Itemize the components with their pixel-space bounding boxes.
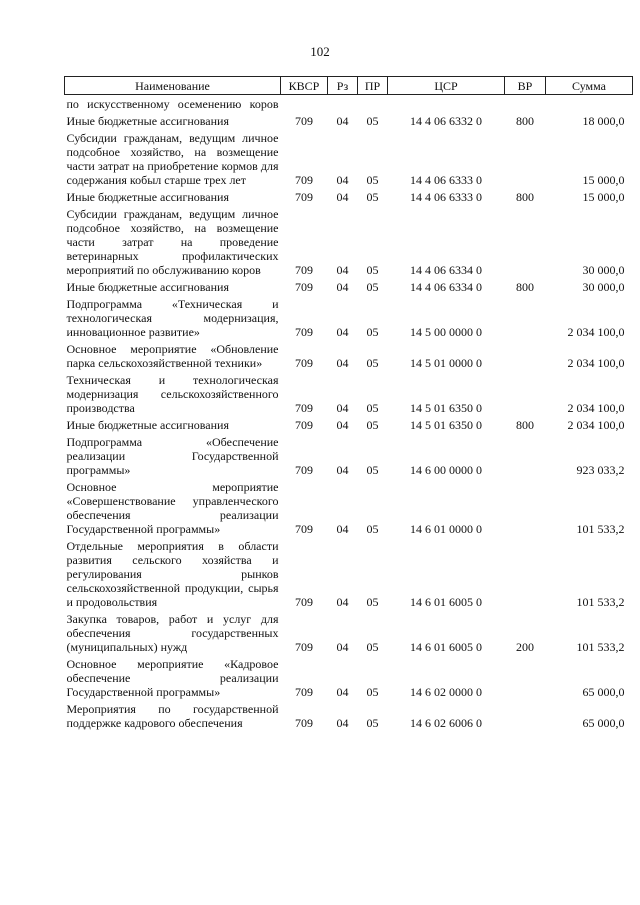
row-sum: 2 034 100,0 [567, 356, 625, 370]
row-vr: 800 [516, 418, 534, 432]
header-pr: ПР [358, 77, 388, 95]
row-pr: 05 [366, 280, 379, 294]
row-name: Иные бюджетные ассигнования [66, 418, 229, 432]
header-vr: ВР [505, 77, 546, 95]
table-row [65, 205, 633, 278]
row-name: Техническая и технологическая модернизация сельскохозяйственного производства [66, 373, 279, 415]
row-kvsr: 709 [295, 325, 313, 339]
row-kvsr: 709 [295, 640, 313, 654]
row-name: Основное мероприятие «Совершенствование управленческого обеспечения реализации Государственной программы» [66, 480, 279, 536]
row-rz: 04 [336, 114, 349, 128]
table-row [65, 655, 633, 700]
row-kvsr [281, 95, 328, 113]
row-pr: 05 [366, 685, 379, 699]
row-vr [505, 433, 546, 478]
row-sum: 15 000,0 [582, 190, 625, 204]
table-row [65, 537, 633, 610]
row-name: Подпрограмма «Техническая и технологическая модернизация, инновационное развитие» [66, 297, 279, 339]
row-csr: 14 4 06 6333 0 [410, 190, 482, 204]
row-csr: 14 4 06 6334 0 [410, 263, 482, 277]
row-sum: 923 033,2 [576, 463, 625, 477]
row-pr: 05 [366, 716, 379, 730]
row-rz: 04 [336, 325, 349, 339]
page-number: 102 [310, 44, 330, 59]
row-rz: 04 [336, 190, 349, 204]
table-header-row [65, 77, 633, 95]
row-csr: 14 5 01 0000 0 [410, 356, 482, 370]
row-csr: 14 5 01 6350 0 [410, 401, 482, 415]
row-vr [505, 95, 546, 113]
row-vr: 800 [516, 114, 534, 128]
row-rz: 04 [336, 401, 349, 415]
row-sum: 30 000,0 [582, 280, 625, 294]
row-vr [505, 205, 546, 278]
row-pr: 05 [366, 401, 379, 415]
row-pr: 05 [366, 190, 379, 204]
row-vr [505, 700, 546, 731]
row-vr [505, 295, 546, 340]
table-row [65, 340, 633, 371]
row-name: Субсидии гражданам, ведущим личное подсобное хозяйство, на возмещение части затрат на приобретение кормов для содержания кобыл старше трех лет [66, 131, 279, 187]
header-name: Наименование [65, 77, 281, 95]
row-csr: 14 6 02 6006 0 [410, 716, 482, 730]
row-kvsr: 709 [295, 463, 313, 477]
row-pr: 05 [366, 418, 379, 432]
row-rz: 04 [336, 418, 349, 432]
row-rz: 04 [336, 522, 349, 536]
row-vr: 800 [516, 280, 534, 294]
row-pr: 05 [366, 325, 379, 339]
row-sum: 2 034 100,0 [567, 418, 625, 432]
row-name: Иные бюджетные ассигнования [66, 114, 229, 128]
header-rz: Рз [328, 77, 358, 95]
row-kvsr: 709 [295, 401, 313, 415]
row-pr: 05 [366, 640, 379, 654]
row-sum: 30 000,0 [582, 263, 625, 277]
row-vr [505, 340, 546, 371]
row-pr: 05 [366, 263, 379, 277]
row-kvsr: 709 [295, 280, 313, 294]
row-vr [505, 371, 546, 416]
table-row [65, 700, 633, 731]
row-csr: 14 5 01 6350 0 [410, 418, 482, 432]
row-pr [358, 95, 388, 113]
row-csr: 14 6 02 0000 0 [410, 685, 482, 699]
row-rz: 04 [336, 463, 349, 477]
row-rz: 04 [336, 640, 349, 654]
table-row [65, 610, 633, 655]
row-sum: 65 000,0 [582, 716, 625, 730]
table-body [65, 95, 633, 732]
row-name: Основное мероприятие «Обновление парка сельскохозяйственной техники» [66, 342, 279, 370]
row-kvsr: 709 [295, 716, 313, 730]
header-kvsr: КВСР [281, 77, 328, 95]
row-kvsr: 709 [295, 173, 313, 187]
row-kvsr: 709 [295, 263, 313, 277]
budget-table [64, 76, 633, 731]
header-sum: Сумма [546, 77, 633, 95]
row-kvsr: 709 [295, 685, 313, 699]
row-rz: 04 [336, 716, 349, 730]
row-name: Иные бюджетные ассигнования [66, 280, 229, 294]
row-csr: 14 4 06 6333 0 [410, 173, 482, 187]
row-sum: 101 533,2 [576, 595, 625, 609]
row-rz: 04 [336, 595, 349, 609]
row-name: Подпрограмма «Обеспечение реализации Государственной программы» [66, 435, 279, 477]
row-kvsr: 709 [295, 190, 313, 204]
row-kvsr: 709 [295, 356, 313, 370]
row-pr: 05 [366, 595, 379, 609]
header-csr: ЦСР [388, 77, 505, 95]
row-vr [505, 537, 546, 610]
row-sum: 15 000,0 [582, 173, 625, 187]
row-sum: 101 533,2 [576, 522, 625, 536]
row-sum: 65 000,0 [582, 685, 625, 699]
row-vr [505, 129, 546, 188]
row-vr: 200 [516, 640, 534, 654]
row-rz: 04 [336, 173, 349, 187]
row-name: Субсидии гражданам, ведущим личное подсобное хозяйство, на возмещение части затрат на проведение ветеринарных профилактических мероприятий по обслуживанию коров [66, 207, 279, 277]
row-csr: 14 6 00 0000 0 [410, 463, 482, 477]
table-row [65, 278, 633, 295]
row-sum: 18 000,0 [582, 114, 625, 128]
row-csr [388, 95, 505, 113]
row-name: Отдельные мероприятия в области развития сельского хозяйства и регулирования рынков сельскохозяйственной продукции, сырья и продовольствия [66, 539, 279, 609]
row-name: Основное мероприятие «Кадровое обеспечение реализации Государственной программы» [66, 657, 279, 699]
row-name: Мероприятия по государственной поддержке кадрового обеспечения [66, 702, 279, 730]
row-name: Закупка товаров, работ и услуг для обеспечения государственных (муниципальных) нужд [66, 612, 279, 654]
row-sum [546, 95, 633, 113]
row-pr: 05 [366, 463, 379, 477]
table-row [65, 95, 633, 113]
table-row [65, 478, 633, 537]
table-row [65, 371, 633, 416]
row-kvsr: 709 [295, 418, 313, 432]
row-kvsr: 709 [295, 522, 313, 536]
table-row [65, 295, 633, 340]
row-pr: 05 [366, 173, 379, 187]
table-row [65, 112, 633, 129]
row-csr: 14 5 00 0000 0 [410, 325, 482, 339]
row-kvsr: 709 [295, 595, 313, 609]
row-csr: 14 6 01 6005 0 [410, 640, 482, 654]
row-rz: 04 [336, 263, 349, 277]
row-pr: 05 [366, 114, 379, 128]
row-pr: 05 [366, 356, 379, 370]
row-csr: 14 4 06 6332 0 [410, 114, 482, 128]
row-sum: 2 034 100,0 [567, 401, 625, 415]
row-rz: 04 [336, 280, 349, 294]
table-row [65, 188, 633, 205]
row-csr: 14 4 06 6334 0 [410, 280, 482, 294]
row-sum: 2 034 100,0 [567, 325, 625, 339]
row-csr: 14 6 01 0000 0 [410, 522, 482, 536]
table-row [65, 129, 633, 188]
row-csr: 14 6 01 6005 0 [410, 595, 482, 609]
row-vr: 800 [516, 190, 534, 204]
row-rz: 04 [336, 685, 349, 699]
table-row [65, 433, 633, 478]
row-pr: 05 [366, 522, 379, 536]
row-rz: 04 [336, 356, 349, 370]
table-row [65, 416, 633, 433]
row-sum: 101 533,2 [576, 640, 625, 654]
row-rz [328, 95, 358, 113]
row-kvsr: 709 [295, 114, 313, 128]
row-name: Иные бюджетные ассигнования [66, 190, 229, 204]
row-name: по искусственному осеменению коров [66, 97, 279, 111]
row-vr [505, 478, 546, 537]
row-vr [505, 655, 546, 700]
